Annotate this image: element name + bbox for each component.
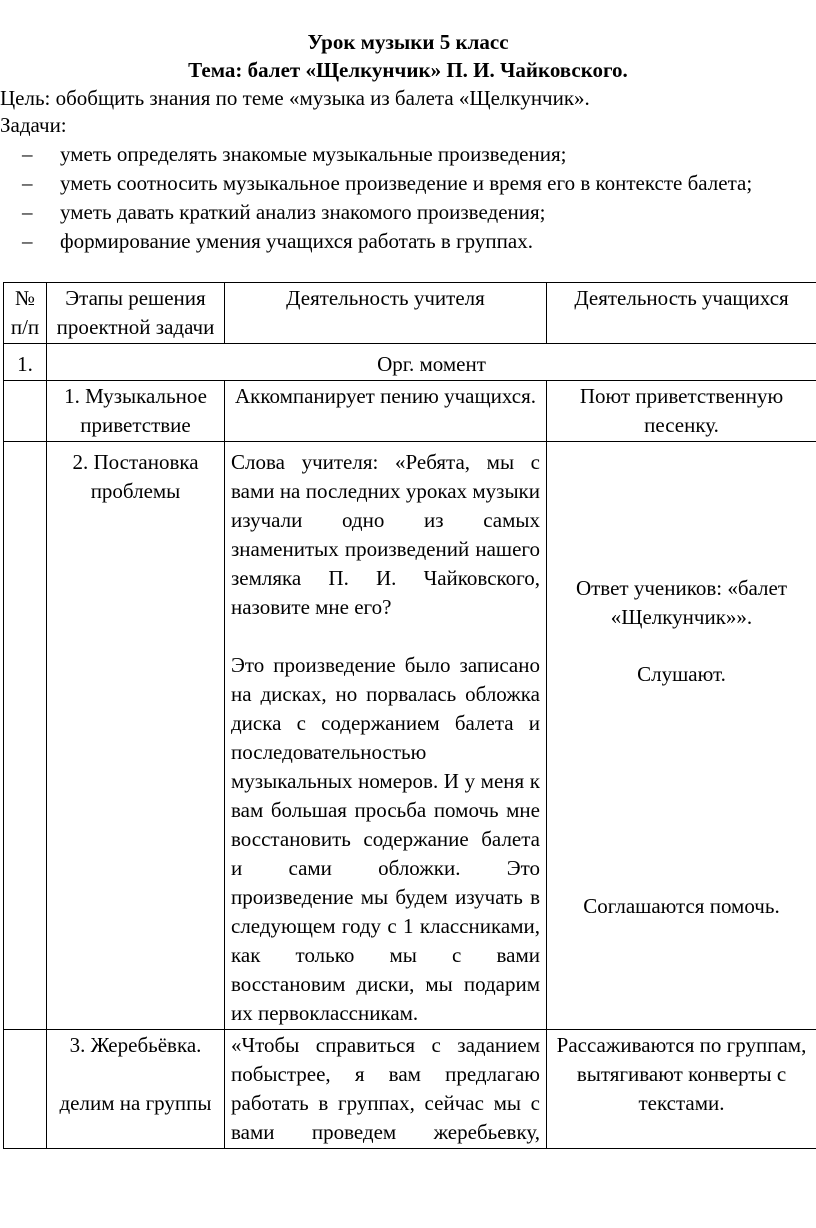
table-row [4,442,816,1030]
tasks-list [0,140,790,256]
task-item: – уметь соотносить музыкальное произведение и время его в контексте балета; [0,169,790,198]
row-students: Поют приветственную песенку. [547,381,816,442]
row-teacher: Аккомпанирует пению учащихся. [225,381,547,442]
row-students: Рассаживаются по группам, вытягивают конверты с текстами. [547,1030,816,1149]
task-item: – формирование умения учащихся работать в группах. [0,227,790,256]
task-item: – уметь определять знакомые музыкальные произведения; [0,140,790,169]
row-num [4,442,47,1030]
row-stage: 3. Жеребьёвка. делим на группы [47,1030,225,1149]
dash-bullet-icon: – [22,200,33,224]
row-teacher [225,442,547,1030]
students-agree: Соглашаются помочь. [583,894,780,918]
header-students: Деятельность учащихся [547,283,816,344]
row-teacher: «Чтобы справиться с заданием побыстрее, я вам предлагаю работать в группах, сейчас мы с вами проведем жеребьевку, [225,1030,547,1149]
students-answer: Ответ учеников: «балет «Щелкунчик»». [575,576,788,629]
dash-bullet-icon: – [22,171,33,195]
tasks-label: Задачи: [0,113,67,137]
section-title: Орг. момент [47,344,816,381]
lesson-topic: Тема: балет «Щелкунчик» П. И. Чайковского. [188,58,628,82]
teacher-paragraph: Слова учителя: «Ребята, мы с вами на последних уроках музыки изучали одно из самых знаменитых произведений нашего земляка П. И. Чайковского, назовите мне его? [231,450,540,619]
row-num [4,1030,47,1149]
table-row [4,381,816,442]
table-header-row [4,283,816,344]
dash-bullet-icon: – [22,229,33,253]
row-stage: 1. Музыкальное приветствие [47,381,225,442]
header-teacher: Деятельность учителя [225,283,547,344]
dash-bullet-icon: – [22,142,33,166]
row-num [4,381,47,442]
section-row [4,344,816,381]
row-students [547,442,816,1030]
row-stage: 2. Постановка проблемы [47,442,225,1030]
lesson-plan-table [3,282,816,1149]
teacher-paragraph: Это произведение было записано на дисках, но порвалась обложка диска с содержанием балета и последовательностью музыкальных номеров. И у меня к вам большая просьба помочь мне восстановить содержание балета и сами обложки. Это произведение мы будем изучать в следующем году с 1 классниками, как только мы с вами восстановим диски, мы подарим их первоклассникам. [231,653,540,1025]
students-listen: Слушают. [637,662,726,686]
header-stages: Этапы решения проектной задачи [47,283,225,344]
lesson-goal: Цель: обобщить знания по теме «музыка из балета «Щелкунчик». [0,86,590,110]
task-item: – уметь давать краткий анализ знакомого произведения; [0,198,790,227]
table-row [4,1030,816,1149]
header-num: № п/п [4,283,47,344]
section-num: 1. [4,344,47,381]
lesson-title: Урок музыки 5 класс [307,30,509,54]
